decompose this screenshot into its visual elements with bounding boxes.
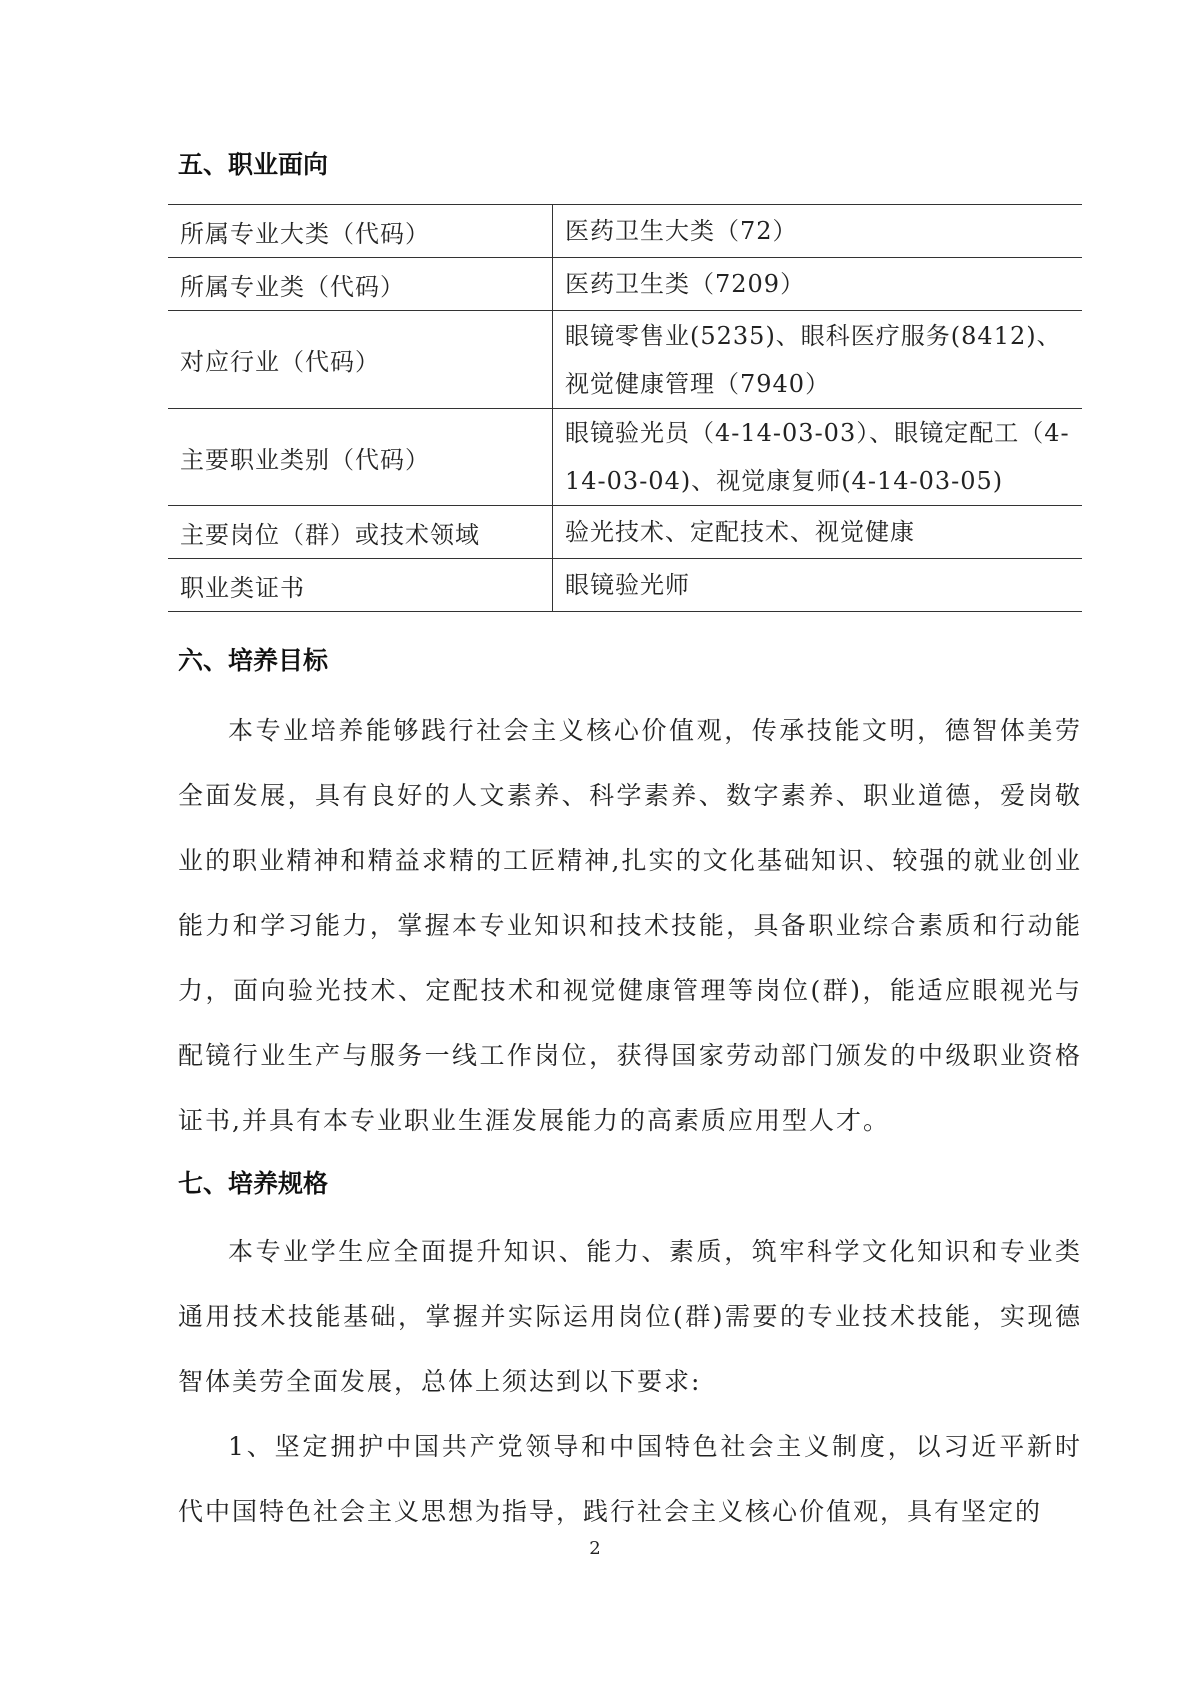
row-label: 所属专业类（代码） <box>168 258 553 311</box>
row-value: 医药卫生类（7209） <box>553 258 1083 311</box>
table-row <box>168 311 1082 409</box>
table-row <box>168 205 1082 258</box>
row-label: 对应行业（代码） <box>168 311 553 409</box>
row-label: 主要职业类别（代码） <box>168 409 553 506</box>
training-objective <box>178 698 1082 1153</box>
training-specification <box>178 1219 1082 1544</box>
section6-heading: 六、培养目标 <box>178 646 329 675</box>
row-value: 医药卫生大类（72） <box>553 205 1083 258</box>
specification-item-1: 1、坚定拥护中国共产党领导和中国特色社会主义制度，以习近平新时代中国特色社会主义思想为指导，践行社会主义核心价值观，具有坚定的 <box>178 1432 1082 1526</box>
page-number: 2 <box>589 1538 601 1559</box>
section7-heading: 七、培养规格 <box>178 1169 329 1198</box>
table-row <box>168 506 1082 559</box>
table-row <box>168 409 1082 506</box>
row-label: 职业类证书 <box>168 559 553 612</box>
row-value: 眼镜验光员（4-14-03-03）、眼镜定配工（4-14-03-04)、视觉康复师(4-14-03-05) <box>553 409 1083 506</box>
career-orientation-table <box>168 204 1082 612</box>
specification-intro: 本专业学生应全面提升知识、能力、素质，筑牢科学文化知识和专业类通用技术技能基础，掌握并实际运用岗位(群)需要的专业技术技能，实现德智体美劳全面发展，总体上须达到以下要求: <box>178 1237 1082 1396</box>
row-label: 主要岗位（群）或技术领域 <box>168 506 553 559</box>
row-value: 眼镜零售业(5235)、眼科医疗服务(8412)、视觉健康管理（7940） <box>553 311 1083 409</box>
section5-heading: 五、职业面向 <box>178 150 329 179</box>
row-label: 所属专业大类（代码） <box>168 205 553 258</box>
row-value: 验光技术、定配技术、视觉健康 <box>553 506 1083 559</box>
table-row <box>168 559 1082 612</box>
row-value: 眼镜验光师 <box>553 559 1083 612</box>
table-row <box>168 258 1082 311</box>
training-objective-paragraph: 本专业培养能够践行社会主义核心价值观，传承技能文明，德智体美劳全面发展，具有良好的人文素养、科学素养、数字素养、职业道德，爱岗敬业的职业精神和精益求精的工匠精神,扎实的文化基础知识、较强的就业创业能力和学习能力，掌握本专业知识和技术技能，具备职业综合素质和行动能力，面向验光技术、定配技术和视觉健康管理等岗位(群)，能适应眼视光与配镜行业生产与服务一线工作岗位，获得国家劳动部门颁发的中级职业资格证书,并具有本专业职业生涯发展能力的高素质应用型人才。 <box>178 716 1082 1135</box>
